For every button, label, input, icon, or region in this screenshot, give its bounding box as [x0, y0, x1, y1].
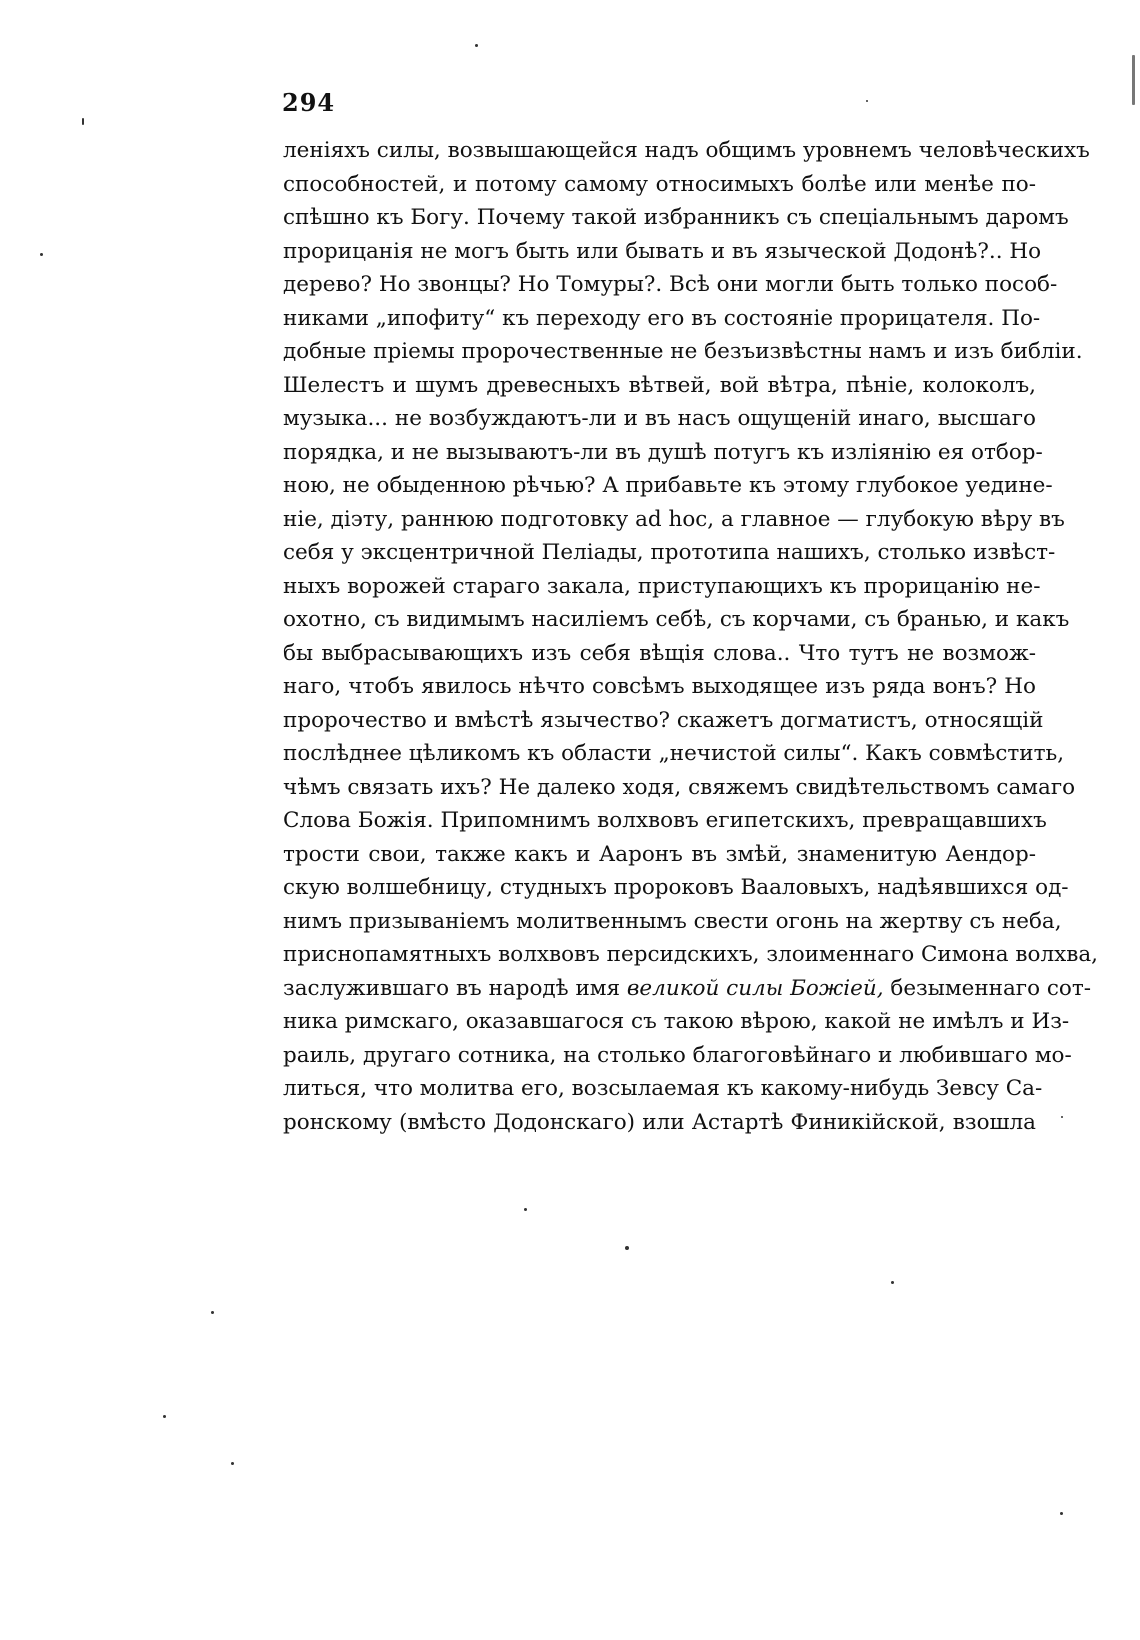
scan-speck	[231, 1462, 234, 1465]
scan-speck	[1060, 1512, 1063, 1515]
text-line: скую волшебницу, студныхъ пророковъ Вааловыхъ, надѣявшихся од-	[283, 875, 1069, 900]
text-line: леніяхъ силы, возвышающейся надъ общимъ уровнемъ человѣческихъ	[283, 138, 1090, 163]
scan-speck	[1132, 55, 1135, 105]
text-line: ніе, діэту, раннюю подготовку ad hoc, а главное — глубокую вѣру въ	[283, 506, 1065, 532]
text-line: порядка, и не вызываютъ-ли въ душѣ потугъ къ изліянію ея отбор-	[283, 439, 1043, 465]
text-line: наго, чтобъ явилось нѣчто совсѣмъ выходящее изъ ряда вонъ? Но	[283, 674, 1036, 699]
scan-speck	[524, 1208, 527, 1211]
text-line: трости свои, также какъ и Ааронъ въ змѣй, знаменитую Аендор-	[283, 841, 1036, 867]
text-line: охотно, съ видимымъ насиліемъ себѣ, съ корчами, съ бранью, и какъ	[283, 607, 1070, 632]
text-line: себя у эксцентричной Пеліады, прототипа нашихъ, столько извѣст-	[283, 540, 1056, 565]
text-line: послѣднее цѣликомъ къ области „нечистой силы“. Какъ совмѣстить,	[283, 741, 1065, 766]
scan-speck	[211, 1311, 214, 1314]
text-line-with-italic	[283, 972, 1091, 1006]
scan-speck	[163, 1415, 166, 1418]
text-line: способностей, и потому самому относимыхъ болѣе или менѣе по-	[283, 171, 1036, 197]
scan-speck	[866, 100, 868, 102]
text-line: никами „ипофиту“ къ переходу его въ состояніе прорицателя. По-	[283, 305, 1041, 331]
text-line: дерево? Но звонцы? Но Томуры?. Всѣ они могли быть только пособ-	[283, 272, 1058, 297]
text-segment: безыменнаго сот-	[883, 975, 1091, 1001]
text-line: бы выбрасывающихъ изъ себя вѣщія слова.. Что тутъ не возмож-	[283, 640, 1036, 666]
text-line: приснопамятныхъ волхвовъ персидскихъ, злоименнаго Симона волхва,	[283, 942, 1098, 967]
text-line: ника римскаго, оказавшагося съ такою вѣрою, какой не имѣлъ и Из-	[283, 1009, 1070, 1034]
scan-speck	[1061, 1116, 1063, 1118]
text-line: раиль, другаго сотника, на столько благоговѣйнаго и любившаго мо-	[283, 1042, 1072, 1068]
page-number: 294	[282, 88, 336, 117]
italic-phrase: великой силы Божіей,	[626, 975, 884, 1001]
text-line: чѣмъ связать ихъ? Не далеко ходя, свяжемъ свидѣтельствомъ самаго	[283, 774, 1076, 800]
text-line: ною, не обыденною рѣчью? А прибавьте къ этому глубокое уедине-	[283, 473, 1053, 498]
scan-speck	[82, 118, 84, 125]
text-line: прорицанія не могъ быть или бывать и въ языческой Додонѣ?.. Но	[283, 238, 1042, 264]
text-line: добные пріемы пророчественные не безъизвѣстны намъ и изъ библіи.	[283, 339, 1083, 364]
text-line: ронскому (вмѣсто Додонскаго) или Астартѣ Финикійской, взошла	[283, 1109, 1036, 1135]
text-line: литься, что молитва его, возсылаемая къ какому-нибудь Зевсу Са-	[283, 1076, 1043, 1101]
scan-speck	[40, 253, 43, 256]
text-line: Шелестъ и шумъ древесныхъ вѣтвей, вой вѣтра, пѣніе, колоколъ,	[283, 372, 1036, 398]
body-text	[283, 134, 1098, 1139]
text-line: ныхъ ворожей стараго закала, приступающихъ къ прорицанію не-	[283, 573, 1041, 599]
scan-speck	[475, 44, 478, 47]
scan-speck	[625, 1246, 629, 1250]
text-line: нимъ призываніемъ молитвеннымъ свести огонь на жертву съ неба,	[283, 908, 1062, 934]
text-line: пророчество и вмѣстѣ язычество? скажетъ догматистъ, относящій	[283, 707, 1044, 733]
text-line: Слова Божія. Припомнимъ волхвовъ египетскихъ, превращавшихъ	[283, 808, 1047, 833]
text-line: спѣшно къ Богу. Почему такой избранникъ съ спеціальнымъ даромъ	[283, 205, 1069, 230]
scan-speck	[891, 1281, 894, 1284]
text-line: музыка... не возбуждаютъ-ли и въ насъ ощущеній инаго, высшаго	[283, 406, 1036, 431]
text-segment: заслужившаго въ народѣ имя	[283, 975, 627, 1001]
